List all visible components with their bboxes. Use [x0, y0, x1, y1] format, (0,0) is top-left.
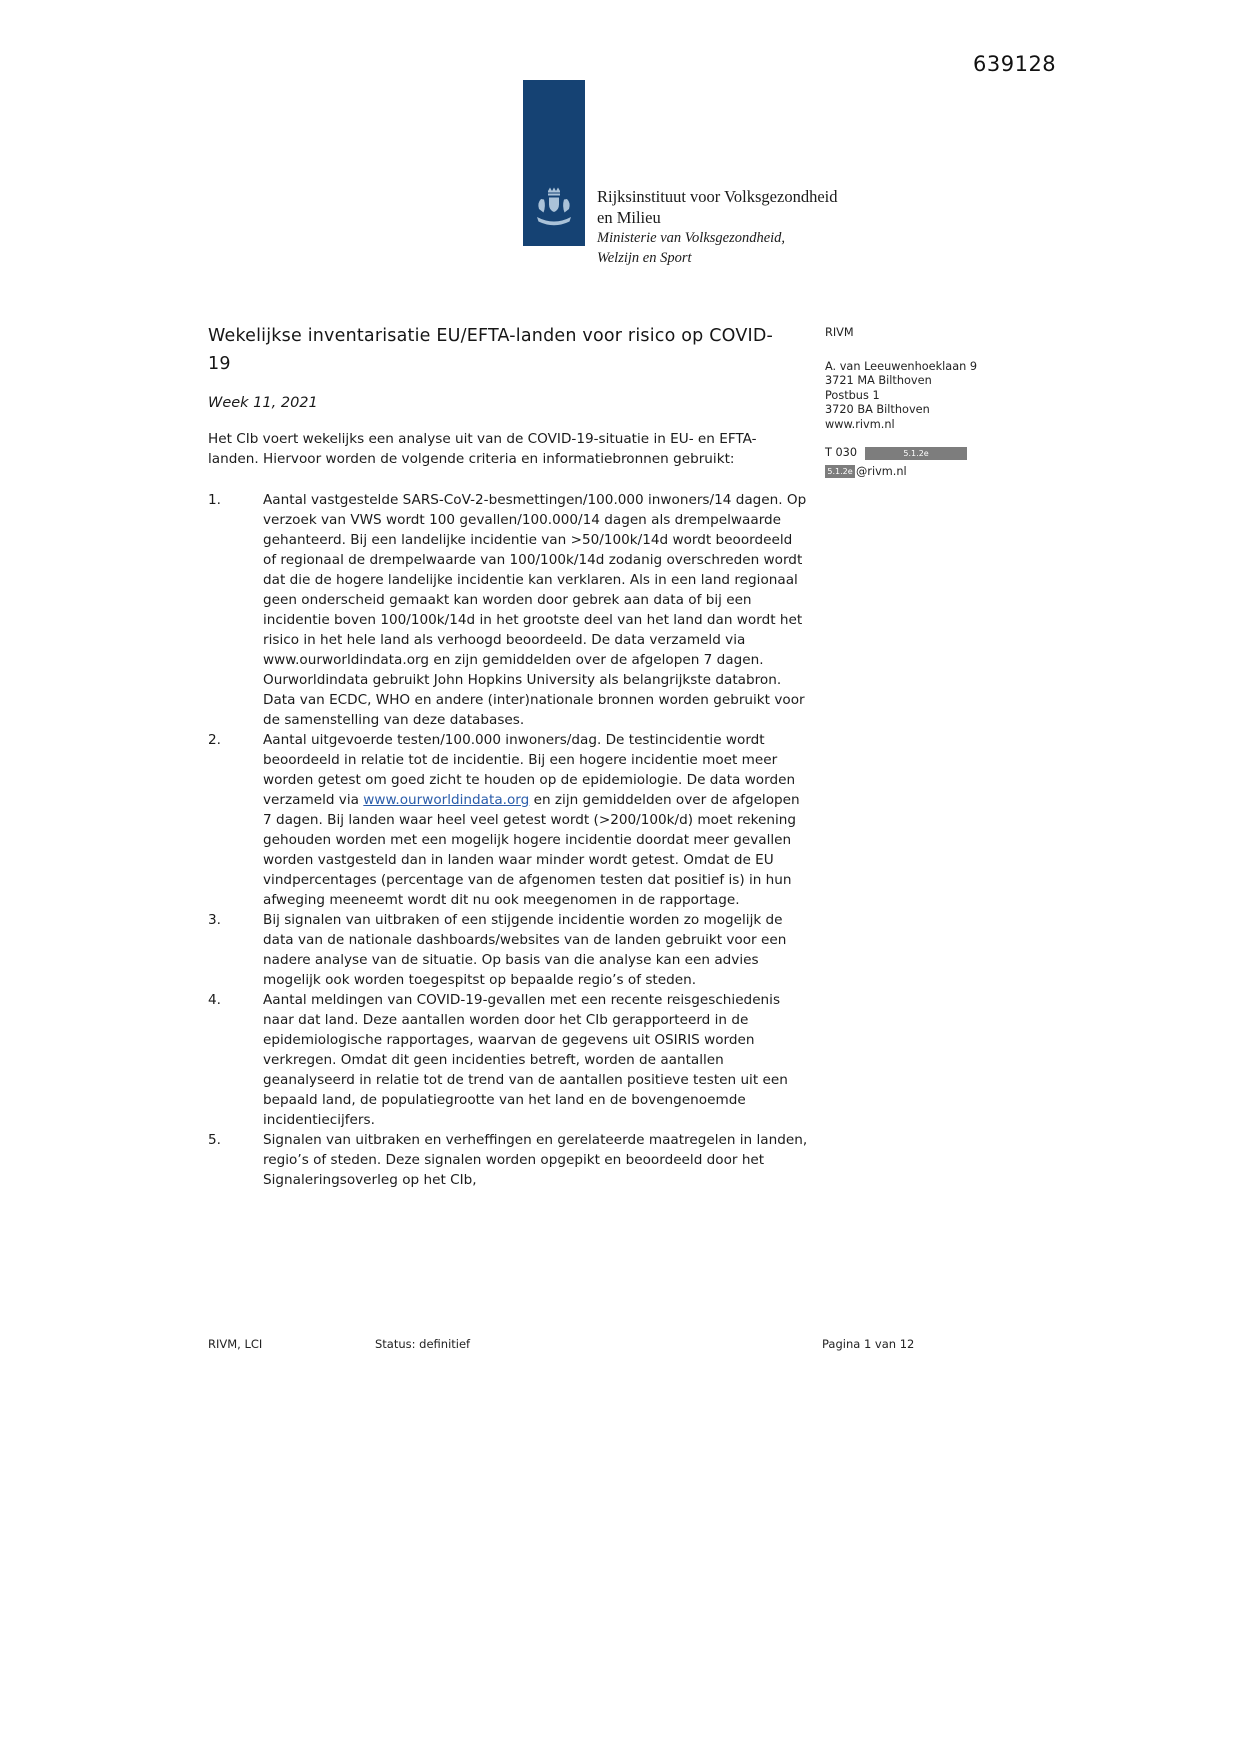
- list-item-text-part: en zijn gemiddelden over de afgelopen 7 dagen. Bij landen waar heel veel getest wordt (>200/100k/d) moet rekening gehouden worden met een mogelijk hogere incidentie doordat meer gevallen worden vastgesteld dan in landen waar minder wordt getest. Omdat de EU vindpercentages (percentage van de afgenomen testen dat positief is) in hun afweging meeneemt wordt dit nu ook meegenomen in de rapportage.: [263, 792, 800, 908]
- sidebar-email-line: [825, 465, 1045, 480]
- email-suffix: @rivm.nl: [856, 464, 907, 478]
- phone-prefix: T 030: [825, 446, 858, 459]
- logo-org-line2: en Milieu: [597, 208, 661, 227]
- logo-org-line1: Rijksinstituut voor Volksgezondheid: [597, 187, 838, 206]
- rijksoverheid-logo-banner: [523, 80, 585, 246]
- list-item: [208, 730, 808, 910]
- sidebar-website: www.rivm.nl: [825, 417, 895, 431]
- list-item-number: 5.: [208, 1132, 221, 1148]
- sidebar-address-line: A. van Leeuwenhoeklaan 9: [825, 359, 978, 373]
- contact-sidebar: [825, 326, 1045, 479]
- criteria-list: [208, 490, 808, 1190]
- list-item: [208, 910, 808, 990]
- list-item-number: 1.: [208, 492, 221, 508]
- logo-ministry-line1: Ministerie van Volksgezondheid,: [597, 230, 786, 246]
- document-number: 639128: [973, 52, 1057, 76]
- logo-text: [597, 186, 837, 268]
- list-item-text: [263, 730, 808, 910]
- ourworldindata-link[interactable]: www.ourworldindata.org: [363, 792, 530, 808]
- sidebar-phone-line: [825, 446, 1045, 461]
- sidebar-address-line: 3720 BA Bilthoven: [825, 403, 930, 416]
- logo-ministry-line2: Welzijn en Sport: [597, 250, 692, 266]
- list-item-text: Aantal meldingen van COVID-19-gevallen met een recente reisgeschiedenis naar dat land. Deze aantallen worden door het CIb gerapporteerd in de epidemiologische rapportages, waarvan de gegevens uit OSIRIS worden verkregen. Omdat dit geen incidenties betreft, worden de aantallen geanalyseerd in relatie tot de trend van de aantallen positieve testen uit een bepaald land, de populatiegrootte van het land en de bovengenoemde incidentiecijfers.: [263, 992, 788, 1128]
- sidebar-address-line: Postbus 1: [825, 388, 880, 402]
- page-title: Wekelijkse inventarisatie EU/EFTA-landen voor risico op COVID-19: [208, 326, 774, 374]
- redaction-box: 5.1.2e: [865, 447, 967, 460]
- list-item: [208, 490, 808, 730]
- list-item-text: Aantal vastgestelde SARS-CoV-2-besmettingen/100.000 inwoners/14 dagen. Op verzoek van VWS wordt 100 gevallen/100.000/14 dagen als drempelwaarde gehanteerd. Bij een landelijke incidentie van >50/100k/14d wordt beoordeeld of regionaal de drempelwaarde van 100/100k/14d zodanig overschreden wordt dat die de hogere landelijke incidentie kan verklaren. Als in een land regionaal geen onderscheid gemaakt kan worden door gebrek aan data of bij een incidentie boven 100/100k/14d in het grootste deel van het land dan wordt het risico in het hele land als verhoogd beoordeeld. De data verzameld via www.ourworldindata.org en zijn gemiddelden over de afgelopen 7 dagen. Ourworldindata gebruikt John Hopkins University als belangrijkste databron. Data van ECDC, WHO en andere (inter)nationale bronnen worden gebruikt voor de samenstelling van deze databases.: [263, 492, 807, 728]
- intro-paragraph: Het CIb voert wekelijks een analyse uit van de COVID-19-situatie in EU- en EFTA-landen. Hiervoor worden de volgende criteria en informatiebronnen gebruikt:: [208, 431, 757, 467]
- list-item-text-part: Aantal uitgevoerde testen/100.000 inwoners/dag. De testincidentie wordt beoordeeld in relatie tot de incidentie. Bij een hogere incidentie moet meer worden getest om goed zicht te houden op de epidemiologie. De data worden verzameld via: [263, 732, 796, 808]
- footer-page-number: Pagina 1 van 12: [822, 1337, 915, 1351]
- list-item: [208, 990, 808, 1130]
- week-subtitle: Week 11, 2021: [208, 395, 318, 411]
- sidebar-address-line: 3721 MA Bilthoven: [825, 374, 932, 387]
- list-item-number: 3.: [208, 912, 221, 928]
- sidebar-org-name: RIVM: [825, 326, 854, 339]
- footer-status: Status: definitief: [375, 1337, 471, 1351]
- list-item-number: 4.: [208, 992, 221, 1008]
- redaction-box: 5.1.2e: [825, 465, 855, 478]
- list-item: [208, 1130, 808, 1190]
- coat-of-arms-icon: [534, 186, 574, 238]
- list-item-number: 2.: [208, 732, 221, 748]
- list-item-text: Signalen van uitbraken en verheffingen en gerelateerde maatregelen in landen, regio’s of steden. Deze signalen worden opgepikt en beoordeeld door het Signaleringsoverleg op het CIb,: [263, 1132, 808, 1188]
- list-item-text: Bij signalen van uitbraken of een stijgende incidentie worden zo mogelijk de data van de nationale dashboards/websites van de landen gebruikt voor een nadere analyse van de situatie. Op basis van die analyse kan een advies mogelijk ook worden toegespitst op bepaalde regio’s of steden.: [263, 912, 787, 988]
- main-content: [208, 322, 808, 1190]
- footer-org: RIVM, LCI: [208, 1337, 263, 1351]
